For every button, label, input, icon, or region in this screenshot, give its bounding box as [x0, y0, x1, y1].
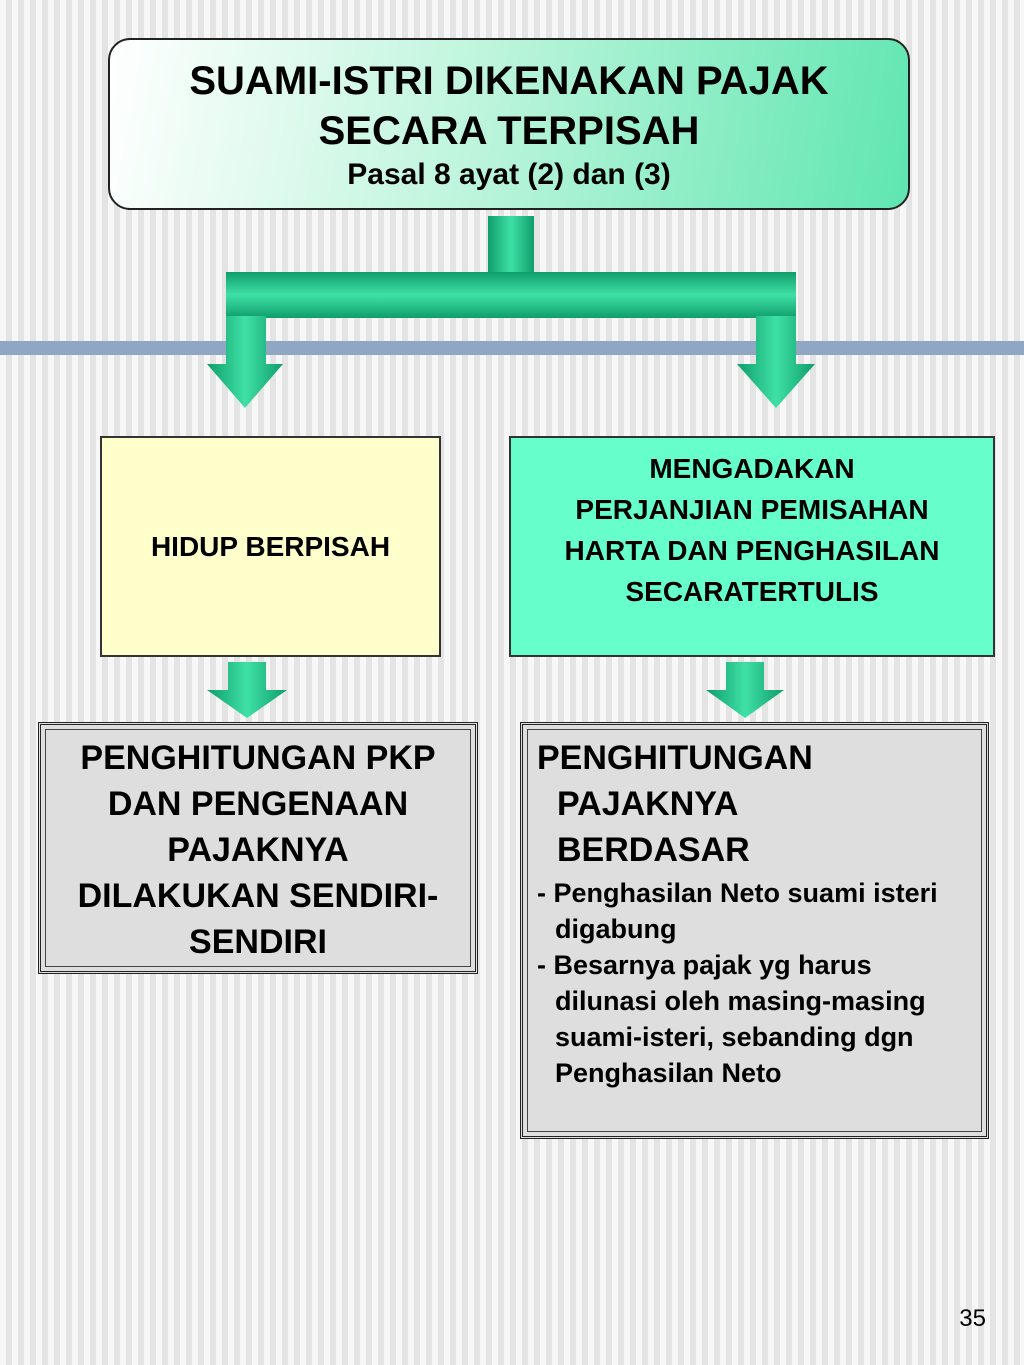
result-line: PENGHITUNGAN PKP	[80, 739, 436, 777]
result-line: DILAKUKAN SENDIRI-	[77, 877, 439, 915]
main-title-line2: SECARA TERPISAH	[318, 109, 700, 153]
condition-box-living-apart	[100, 436, 441, 657]
condition-label-living-apart: HIDUP BERPISAH	[150, 530, 391, 562]
arrow-down-left-small-icon	[207, 662, 287, 718]
result-line: SENDIRI	[189, 923, 327, 961]
result-box-combined-calculation	[520, 722, 989, 1139]
result-bullet-item: - Besarnya pajak yg harus dilunasi oleh masing-masing suami-isteri, sebanding dgn Penghasilan Neto	[537, 950, 926, 1088]
main-title	[110, 56, 908, 156]
main-heading-box	[108, 38, 910, 210]
result-line: DAN PENGENAAN	[107, 785, 409, 823]
result-bullet-list	[537, 875, 974, 1091]
result-bullet-item: - Penghasilan Neto suami isteri digabung	[537, 878, 938, 944]
result-heading	[537, 735, 974, 873]
main-subtitle: Pasal 8 ayat (2) dan (3)	[347, 158, 671, 191]
condition-line: HARTA DAN PENGHASILAN	[564, 535, 940, 566]
arrow-down-right-icon	[737, 316, 815, 408]
arrow-down-right-small-icon	[706, 662, 784, 718]
condition-box-separation-agreement	[509, 436, 995, 657]
result-line: PAJAKNYA	[167, 831, 349, 869]
result-heading-line: PENGHITUNGAN	[537, 739, 813, 777]
page-number: 35	[959, 1305, 986, 1332]
connector-stem	[488, 216, 534, 276]
result-heading-line: PAJAKNYA	[557, 785, 739, 823]
connector-crossbar	[226, 272, 796, 318]
main-title-line1: SUAMI-ISTRI DIKENAKAN PAJAK	[189, 59, 829, 103]
arrow-down-left-icon	[207, 316, 283, 408]
condition-line: MENGADAKAN	[649, 453, 855, 484]
result-heading-line: BERDASAR	[557, 831, 750, 869]
condition-line: SECARATERTULIS	[625, 576, 879, 607]
result-box-separate-calculation	[38, 722, 478, 974]
condition-line: PERJANJIAN PEMISAHAN	[575, 494, 929, 525]
